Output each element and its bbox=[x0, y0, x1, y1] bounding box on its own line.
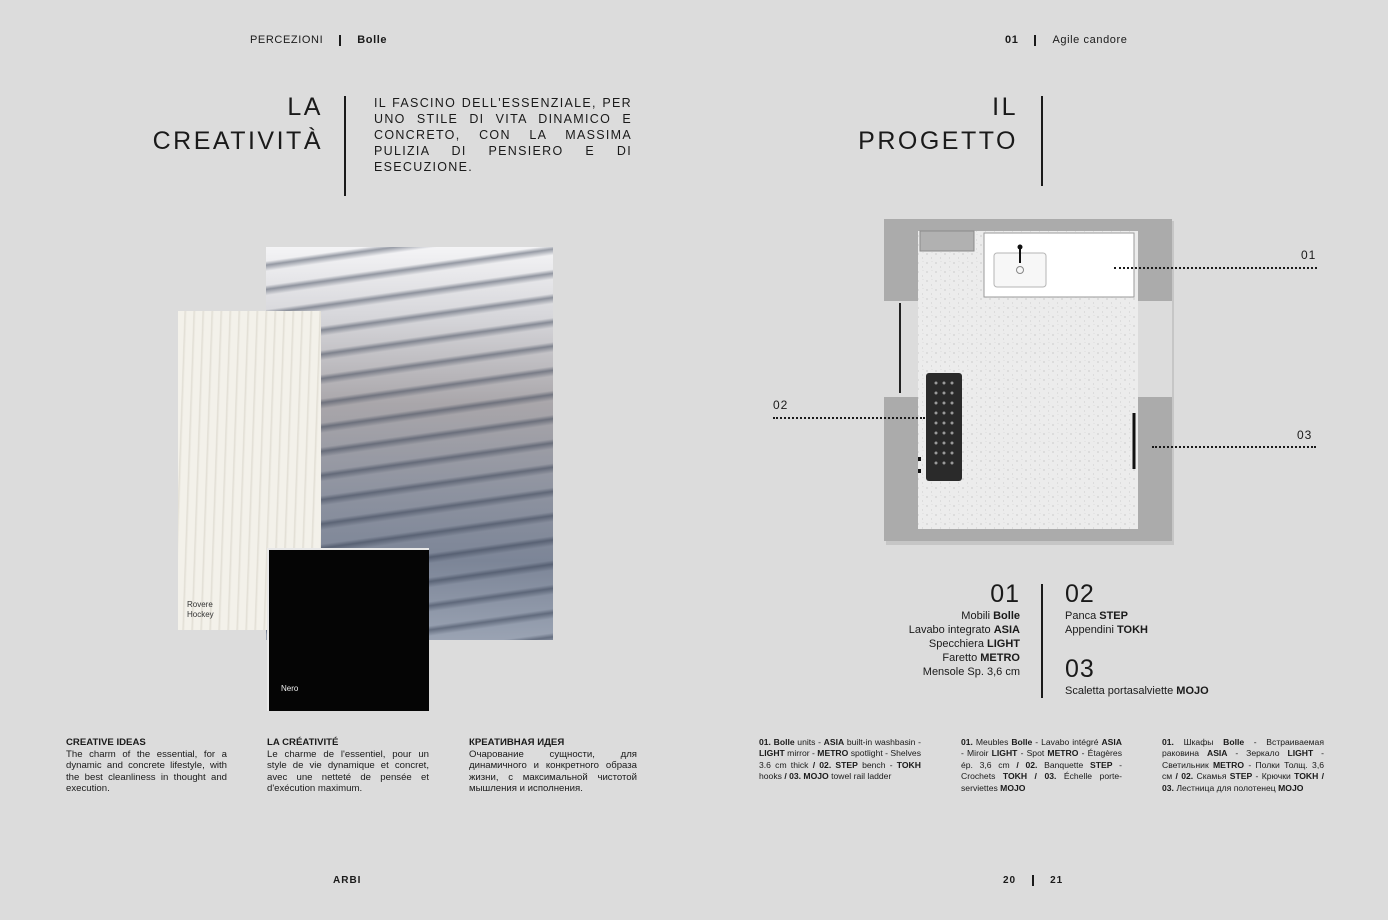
section-label: PERCEZIONI bbox=[250, 34, 324, 46]
right-title-line2: PROGETTO bbox=[858, 127, 1018, 155]
caption-en: 01. Bolle units - ASIA built-in washbasin - LIGHT mirror - METRO spotlight - Shelves 3.6 cm thick / 02. STEP bench - TOKH hooks / 03. MOJO towel rail ladder bbox=[759, 737, 921, 782]
wood-swatch-label-line2: Hockey bbox=[187, 610, 214, 619]
right-title-divider bbox=[1041, 96, 1043, 186]
spec-02-item: Appendini TOKH bbox=[1065, 624, 1148, 636]
caption-fr: 01. Meubles Bolle - Lavabo intégré ASIA - Miroir LIGHT - Spot METRO - Étagères ép. 3,6 cm / 02. Banquette STEP - Crochets TOKH / 03. Échelle porte-serviettes MOJO bbox=[961, 737, 1122, 793]
column-ru-body: Очарование сущности, для динамичного и конкретного образа жизни, с максимальной чистотой мышления и исполнения. bbox=[469, 748, 637, 794]
callout-02-leader bbox=[773, 417, 925, 419]
spec-03-list bbox=[1065, 684, 1209, 698]
header-divider bbox=[339, 35, 341, 46]
right-title-line1: IL bbox=[992, 93, 1018, 121]
spec-01-item: Faretto METRO bbox=[942, 652, 1020, 664]
header-name: Agile candore bbox=[1052, 34, 1128, 46]
column-en-body: The charm of the essential, for a dynamic and concrete lifestyle, with the best cleanliness in thought and execution. bbox=[66, 748, 227, 794]
callout-01-leader bbox=[1114, 267, 1317, 269]
right-header bbox=[1005, 34, 1128, 46]
column-fr-title: LA CRÉATIVITÉ bbox=[267, 737, 339, 748]
wood-swatch-label bbox=[187, 600, 214, 620]
spec-02-list bbox=[1065, 609, 1148, 637]
spec-01-item: Specchiera LIGHT bbox=[928, 638, 1020, 650]
callout-03-leader bbox=[1152, 446, 1316, 448]
column-fr bbox=[267, 737, 429, 795]
left-header bbox=[250, 34, 387, 46]
spec-01-item: Lavabo integrato ASIA bbox=[908, 624, 1020, 636]
spec-02-number: 02 bbox=[1065, 580, 1095, 608]
page-number-left: 20 bbox=[1003, 875, 1017, 887]
collection-label: Bolle bbox=[357, 34, 388, 46]
callout-03: 03 bbox=[1297, 428, 1313, 442]
column-fr-body: Le charme de l'essentiel, pour un style de vie dynamique et concret, avec une netteté de pensée et d'exécution maximum. bbox=[267, 748, 429, 794]
header-number: 01 bbox=[1005, 34, 1019, 46]
left-title-divider bbox=[344, 96, 346, 196]
floor-plan bbox=[880, 215, 1176, 547]
black-swatch bbox=[267, 548, 429, 711]
black-swatch-label: Nero bbox=[281, 684, 299, 693]
column-ru-title: КРЕАТИВНАЯ ИДЕЯ bbox=[469, 737, 565, 748]
spec-01-item: Mobili Bolle bbox=[961, 610, 1020, 622]
left-title bbox=[153, 90, 323, 158]
spec-01-number: 01 bbox=[990, 580, 1020, 608]
intro-text: IL FASCINO DELL'ESSENZIALE, PER UNO STILE DI VITA DINAMICO E CONCRETO, CON LA MASSIMA PULIZIA DI PENSIERO E DI ESECUZIONE. bbox=[374, 96, 632, 174]
page-number-right: 21 bbox=[1050, 875, 1064, 887]
callout-01: 01 bbox=[1301, 248, 1317, 262]
header-divider bbox=[1034, 35, 1036, 46]
footer-divider bbox=[1032, 875, 1034, 886]
column-en-title: CREATIVE IDEAS bbox=[66, 737, 146, 748]
wood-swatch-label-line1: Rovere bbox=[187, 600, 213, 609]
spec-01 bbox=[909, 580, 1020, 679]
callout-02: 02 bbox=[773, 398, 789, 412]
left-title-line1: LA bbox=[287, 93, 323, 121]
spec-03 bbox=[1065, 655, 1209, 698]
column-ru bbox=[469, 737, 637, 795]
spec-03-number: 03 bbox=[1065, 655, 1095, 683]
spec-03-item: Scaletta portasalviette MOJO bbox=[1065, 685, 1209, 697]
column-en bbox=[66, 737, 227, 795]
spec-01-item: Mensole Sp. 3,6 cm bbox=[922, 666, 1020, 678]
left-footer: ARBI bbox=[333, 875, 362, 886]
spec-divider bbox=[1041, 584, 1043, 698]
spec-02-item: Panca STEP bbox=[1065, 610, 1128, 622]
spec-02 bbox=[1065, 580, 1148, 637]
spec-01-list bbox=[909, 609, 1020, 679]
right-footer bbox=[1003, 875, 1063, 886]
caption-ru: 01. Шкафы Bolle - Встраиваемая раковина ASIA - Зеркало LIGHT - Светильник METRO - Полки Толщ. 3,6 см / 02. Скамья STEP - Крючки TOKH / 03. Лестница для полотенец MOJO bbox=[1162, 737, 1325, 793]
right-title bbox=[858, 90, 1018, 158]
left-title-line2: CREATIVITÀ bbox=[152, 127, 323, 155]
